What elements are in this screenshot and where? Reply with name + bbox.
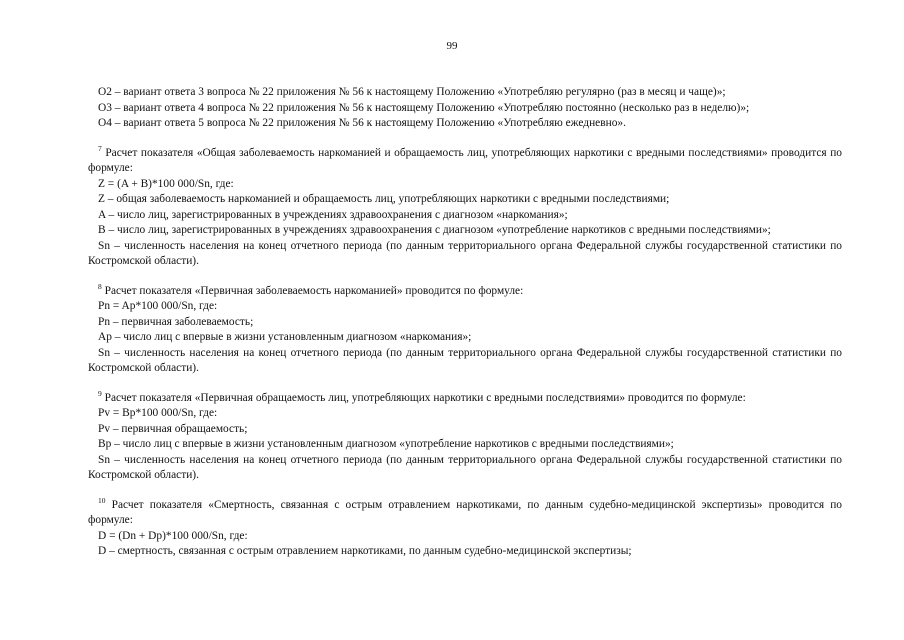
footnote-9-intro-text: Расчет показателя «Первичная обращаемость лиц, употребляющих наркотики с вредными последствиями» проводится по формуле: <box>104 391 746 404</box>
footnote-9-bp-def: Bp – число лиц с впервые в жизни установленным диагнозом «употребление наркотиков с вредными последствиями»; <box>98 438 674 450</box>
footnote-9-intro <box>88 388 842 407</box>
footnote-8 <box>88 281 842 377</box>
page-content <box>88 85 842 560</box>
footnote-10-formula: D = (Dn + Dp)*100 000/Sn, где: <box>98 529 248 542</box>
footnote-9 <box>88 388 842 484</box>
footnote-7-sn-def: Sn – численность населения на конец отчетного периода (по данным территориального органа Федеральной службы государственной статистики по Костромской области). <box>88 239 842 267</box>
footnote-9-formula: Pv = Bp*100 000/Sn, где: <box>98 407 218 419</box>
option-o4: О4 – вариант ответа 5 вопроса № 22 приложения № 56 к настоящему Положению «Употребляю ежедневно». <box>98 117 626 129</box>
footnote-7-b-def: B – число лиц, зарегистрированных в учреждениях здравоохранения с диагнозом «употребление наркотиков с вредными последствиями»; <box>98 224 771 236</box>
footnote-8-sn-def: Sn – численность населения на конец отчетного периода (по данным территориального органа Федеральной службы государственной статистики по Костромской области). <box>88 346 842 374</box>
answer-options <box>88 85 842 132</box>
footnote-8-mark: 8 <box>98 281 102 291</box>
footnote-7-z-def: Z – общая заболеваемость наркоманией и обращаемость лиц, употребляющих наркотики с вредными последствиями; <box>98 193 670 205</box>
footnote-8-pn-def: Pn – первичная заболеваемость; <box>98 315 254 328</box>
footnote-9-mark: 9 <box>98 388 102 398</box>
footnote-8-intro-text: Расчет показателя «Первичная заболеваемость наркоманией» проводится по формуле: <box>104 284 524 297</box>
footnote-10-d-def: D – смертность, связанная с острым отравлением наркотиками, по данным судебно-медицинской экспертизы; <box>98 545 632 557</box>
option-o3: О3 – вариант ответа 4 вопроса № 22 приложения № 56 к настоящему Положению «Употребляю постоянно (несколько раз в неделю)»; <box>98 101 750 114</box>
footnote-7-a-def: A – число лиц, зарегистрированных в учреждениях здравоохранения с диагнозом «наркомания»; <box>98 208 568 221</box>
footnote-10-intro <box>88 495 842 529</box>
footnote-10-mark: 10 <box>98 495 106 505</box>
footnote-7-formula: Z = (A + B)*100 000/Sn, где: <box>98 177 234 190</box>
footnote-8-intro <box>88 281 842 300</box>
footnote-10 <box>88 495 842 560</box>
footnote-7 <box>88 143 842 270</box>
option-o2: О2 – вариант ответа 3 вопроса № 22 приложения № 56 к настоящему Положению «Употребляю регулярно (раз в месяц и чаще)»; <box>98 86 726 98</box>
footnote-7-intro-text: Расчет показателя «Общая заболеваемость наркоманией и обращаемость лиц, употребляющих наркотики с вредными последствиями» проводится по формуле: <box>88 146 842 174</box>
footnote-9-sn-def: Sn – численность населения на конец отчетного периода (по данным территориального органа Федеральной службы государственной статистики по Костромской области). <box>88 453 842 481</box>
footnote-10-intro-text: Расчет показателя «Смертность, связанная с острым отравлением наркотиками, по данным судебно-медицинской экспертизы» проводится по формуле: <box>88 498 842 526</box>
footnote-7-intro <box>88 143 842 177</box>
footnote-9-pv-def: Pv – первичная обращаемость; <box>98 422 248 435</box>
page-number: 99 <box>446 40 458 52</box>
footnote-8-formula: Pn = Ap*100 000/Sn, где: <box>98 300 218 312</box>
footnote-7-mark: 7 <box>98 143 102 153</box>
footnote-8-ap-def: Ap – число лиц с впервые в жизни установленным диагнозом «наркомания»; <box>98 331 472 343</box>
